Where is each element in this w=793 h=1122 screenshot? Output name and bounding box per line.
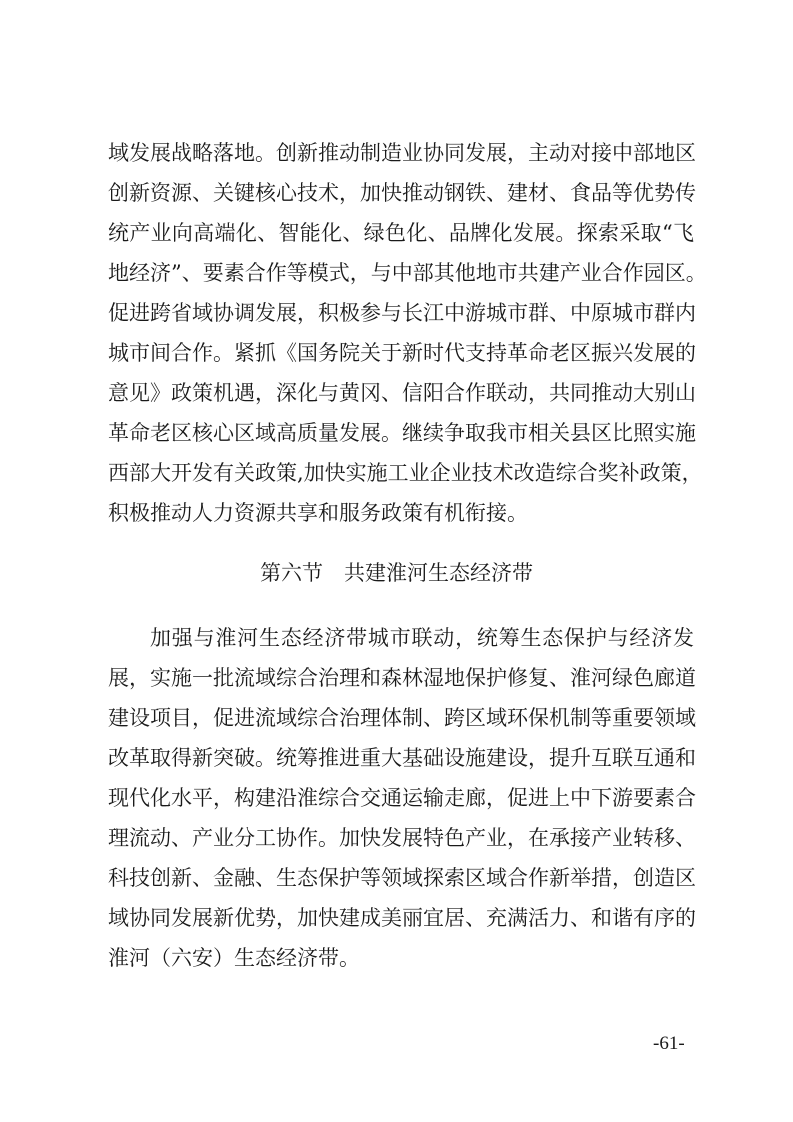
text-line: 现代化水平，构建沿淮综合交通运输走廊，促进上中下游要素合 (108, 786, 696, 810)
text-line: 创新资源、关键核心技术，加快推动钢铁、建材、食品等优势传 (108, 181, 696, 205)
body-paragraph-2 (108, 618, 694, 978)
text-line: 展，实施一批流域综合治理和森林湿地保护修复、淮河绿色廊道 (108, 666, 696, 690)
text-line: 意见》政策机遇，深化与黄冈、信阳合作联动，共同推动大别山 (108, 381, 696, 405)
page-number: -61- (653, 1033, 685, 1054)
text-line: 西部大开发有关政策,加快实施工业企业技术改造综合奖补政策， (108, 461, 703, 485)
text-line: 加强与淮河生态经济带城市联动，统筹生态保护与经济发 (150, 626, 694, 650)
text-line: 积极推动人力资源共享和服务政策有机衔接。 (108, 501, 528, 525)
text-line: 科技创新、金融、生态保护等领域探索区域合作新举措，创造区 (108, 866, 696, 890)
body-paragraph-1 (108, 133, 707, 533)
text-line: 改革取得新突破。统筹推进重大基础设施建设，提升互联互通和 (108, 746, 696, 770)
text-line: 城市间合作。紧抓《国务院关于新时代支持革命老区振兴发展的 (108, 341, 696, 365)
text-line: 淮河（六安）生态经济带。 (108, 946, 360, 970)
text-line: 革命老区核心区域高质量发展。继续争取我市相关县区比照实施 (108, 421, 696, 445)
text-line: 域协同发展新优势，加快建成美丽宜居、充满活力、和谐有序的 (108, 906, 696, 930)
text-line: 统产业向高端化、智能化、绿色化、品牌化发展。探索采取“飞 (108, 221, 694, 245)
section-heading: 第六节 共建淮河生态经济带 (260, 561, 533, 585)
text-line: 理流动、产业分工协作。加快发展特色产业，在承接产业转移、 (108, 826, 696, 850)
text-line: 域发展战略落地。创新推动制造业协同发展，主动对接中部地区 (108, 141, 696, 165)
text-line: 建设项目，促进流域综合治理体制、跨区域环保机制等重要领域 (108, 706, 696, 730)
text-line: 地经济”、要素合作等模式，与中部其他地市共建产业合作园区。 (108, 261, 707, 285)
text-line: 促进跨省域协调发展，积极参与长江中游城市群、中原城市群内 (108, 301, 696, 325)
